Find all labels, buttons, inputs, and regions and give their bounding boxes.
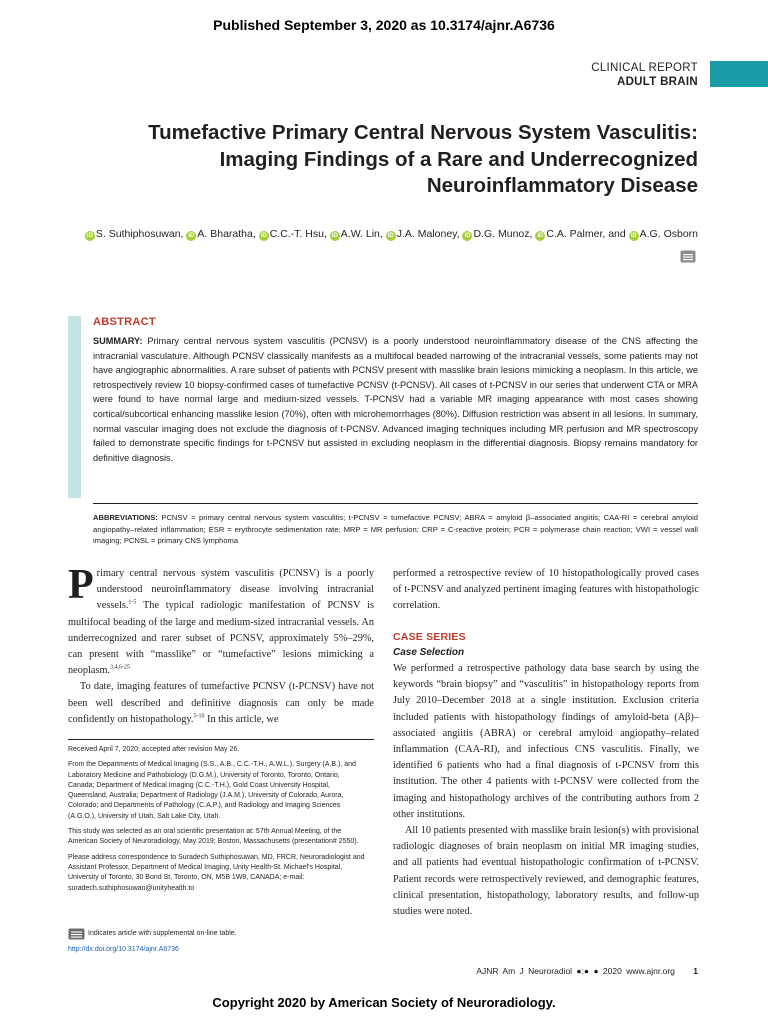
doi-link[interactable]: http://dx.doi.org/10.3174/ajnr.A6736 (68, 946, 179, 953)
supplemental-note: Indicates article with supplemental on-line table. (68, 928, 237, 940)
drop-cap: P (68, 562, 94, 608)
author[interactable]: iD D.G. Munoz, (464, 228, 533, 240)
case-selection-paragraph-2: All 10 patients presented with masslike brain lesion(s) with provisional radiologic diagnoses of brain neoplasm on initial MR imaging studies, and all patients had eventual histopathologic confirmation of t-PCNSV. Patient records were retrospectively reviewed, and demographic features, clinical presentation, histopathology, laboratory results, and follow-up studies were noted. (393, 825, 699, 918)
correspondence: Please address correspondence to Suradech Suthiphosuwan, MD, FRCR, Neuroradiologist and Assistant Professor, Department of Medical Imaging, Unity Health-St. Michael’s Hospital, University of Toronto, 30 Bond St, Toronto, ON, M5B 1W8, CANADA; e-mail: suradech.suthiphosuwan@unityhealth.to (68, 853, 365, 892)
orcid-icon[interactable]: iD (260, 233, 267, 239)
footnotes (68, 745, 368, 899)
reference-link[interactable]: 1-5 (128, 599, 137, 606)
author[interactable]: iD S. Suthiphosuwan, (86, 228, 184, 240)
abstract-accent-bar (68, 316, 81, 498)
report-type-block (591, 61, 698, 89)
summary-label: SUMMARY: (93, 336, 143, 346)
abstract-summary (93, 334, 698, 465)
orcid-icon[interactable]: iD (188, 233, 195, 239)
page-number: 1 (693, 966, 698, 976)
running-footer (476, 966, 698, 976)
summary-text: Primary central nervous system vasculitis (PCNSV) is a poorly understood neuroinflammatory disease of the CNS affecting the intracranial vasculature. Although PCNSV classically manifests as a multifocal beaded narrowing of the intracranial vessels, some patients may not have angiographic abnormalities. A rare subset of patients with PCNSV present with masslike brain lesions mimicking a neoplasm. In this article, we retrospectively review 10 biopsy-confirmed cases of tumefactive PCNSV (t-PCNSV). All cases of t-PCNSV in our series that underwent CTA or MRA were found to have normal large and medium-sized vessels. T-PCNSV had a variable MR imaging appearance with most cases showing cortical/subcortical enhancing masslike lesion (70%), often with microhemorrhages (80%). Diffusion restriction was absent in all lesions. In summary, normal vascular imaging does not exclude the diagnosis of t-PCNSV. Advanced imaging techniques including MR perfusion and MR spectroscopy failed to demonstrate specific findings for t-PCNSV but assisted in excluding neoplasm in the differential diagnosis. Biopsy remains mandatory for definitive diagnosis. (93, 336, 698, 463)
copyright-line: Copyright 2020 by American Society of Neuroradiology. (212, 995, 556, 1010)
journal-name: AJNR Am J Neuroradiol ●:● (476, 966, 590, 976)
orcid-icon[interactable]: iD (630, 233, 637, 239)
issue-year: ● 2020 (593, 966, 622, 976)
report-section: ADULT BRAIN (616, 76, 698, 88)
case-selection-paragraph-1: We performed a retrospective pathology data base search by using the keywords “brain biopsy” and “vasculitis” in histopathology reports from July 2010–December 2018 at a single institution. Exclusion criteria included patients with histopathology findings of amyloid-beta (Aβ)–associated angiitis (ABRA) or cerebral amyloid angiopathy–related inflammation (CAA-RI), and infectious CNS vasculitis. Finally, we identified 6 patients who had a final diagnosis of t-PCNSV from this institution. The other 4 patients with t-PCNSV were collected from the imaging and histopathology archives of the contributing authors from 2 other institutions. (393, 663, 699, 820)
orcid-icon[interactable]: iD (86, 233, 93, 239)
author[interactable]: iD C.C.-T. Hsu, (260, 228, 327, 240)
author[interactable]: iD A. Bharatha, (188, 228, 256, 240)
author[interactable]: iD A.G. Osborn (630, 228, 698, 240)
author-list (38, 226, 698, 242)
footnote-divider (68, 739, 374, 740)
author[interactable]: iD A.W. Lin, (331, 228, 383, 240)
abbreviations-label: ABBREVIATIONS: (93, 513, 158, 522)
right-column (393, 566, 699, 920)
reference-link[interactable]: 5-10 (193, 713, 205, 720)
supplemental-data-icon[interactable] (680, 250, 696, 263)
intro-paragraph-1: Primary central nervous system vasculitis (PCNSV) is a poorly understood neuroinflammatory disease involving intracranial vessels.$^{1-5}$ The typical radiologic manifestation of PCNSV is multifocal beading of the large and medium-sized intracranial vessels. An underrecognized and rarer subset of PCNSV, approximately 5%–29%, can present with “masslike” or “tumefactive” lesions mimicking a neoplasm.$^{3,4,6-25}$ (68, 562, 374, 677)
left-column (68, 562, 374, 728)
article-title: Tumefactive Primary Central Nervous System Vasculitis: Imaging Findings of a Rare and Underrecognized Neuroinflammatory Disease (148, 121, 698, 197)
abstract-divider (93, 503, 698, 504)
abbreviations-text: PCNSV = primary central nervous system vasculitis; t-PCNSV = tumefactive PCNSV; ABRA = amyloid β–associated angiitis; CAA-RI = cerebral amyloid angiopathy–related inflammation; ESR = erythrocyte sedimentation rate; MRP = MR perfusion; CRP = C-reactive protein; PCR = polymerase chain reaction; VWI = vessel wall imaging; PCNSL = primary CNS lymphoma (93, 513, 698, 545)
supplemental-data-icon[interactable] (68, 928, 85, 940)
orcid-icon[interactable]: iD (331, 233, 338, 239)
orcid-icon[interactable]: iD (464, 233, 471, 239)
orcid-icon[interactable]: iD (537, 233, 544, 239)
journal-url[interactable]: www.ajnr.org (626, 966, 675, 976)
case-series-heading: CASE SERIES (393, 630, 466, 643)
presentation-note: This study was selected as an oral scientific presentation at: 57th Annual Meeting, of the American Society of Neuroradiology, May 2019; Boston, Massachusetts (presentation# 2550). (68, 828, 359, 846)
reference-link[interactable]: 3,4,6-25 (110, 664, 131, 671)
author[interactable]: iD J.A. Maloney, (387, 228, 460, 240)
author[interactable]: iD C.A. Palmer, and (537, 228, 626, 240)
abstract-heading: ABSTRACT (93, 316, 156, 328)
published-line: Published September 3, 2020 as 10.3174/ajnr.A6736 (213, 17, 555, 33)
orcid-icon[interactable]: iD (387, 233, 394, 239)
intro-continuation: performed a retrospective review of 10 histopathologically proved cases of t-PCNSV and analyzed pertinent imaging features with histopathologic correlation. (393, 568, 699, 612)
abbreviations (93, 512, 698, 547)
report-type: CLINICAL REPORT (591, 62, 698, 74)
case-selection-heading: Case Selection (393, 646, 465, 658)
affiliations: From the Departments of Medical Imaging (S.S., A.B., C.C.-T.H., A.W.L.), Surgery (A.B.), and Laboratory Medicine and Pathobiology (D.G.M.), University of Toronto, Toronto, Ontario, Canada; Department of Medical Imaging (C.C.-T.H.), Gold Coast University Hospital, Queensland, Australia; Department of Radiology (J.A.M.), University of Colorado, Aurora, Colorado; and Departments of Pathology (C.A.P.), and Radiology and Imaging Sciences (A.G.O.), University of Utah, Salt Lake City, Utah. (68, 761, 356, 820)
received-dates: Received April 7, 2020; accepted after revision May 26. (68, 746, 240, 753)
section-accent-bar (710, 61, 768, 87)
intro-paragraph-2: To date, imaging features of tumefactive PCNSV (t-PCNSV) have not been well described and definitive diagnosis can only be made confidently on histopathology.$^{5-10}$ In this article, we (68, 681, 374, 725)
